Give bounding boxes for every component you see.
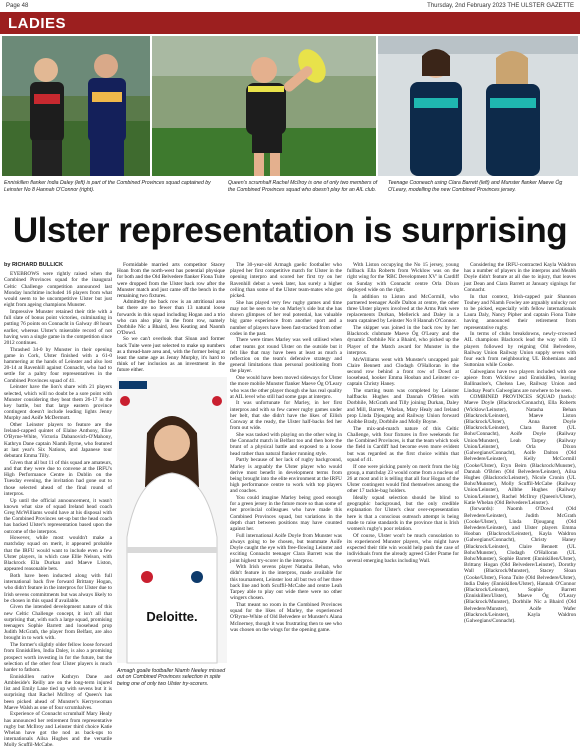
article-col-5 <box>464 262 576 728</box>
article-paragraph: McWilliams went with Munster's uncapped pair Claire Bennett and Clodagh O'Halloran in the second row behind a front row of Dowd at loosehead, hooker Emma Hooban and Leinster co-captain Christy Haney. <box>347 356 459 388</box>
article-paragraph: The starting team was completed by Leinster halfbacks Hughes and Dannah O'Brien with Dorbhile, McGrath and Tilly joining Durkan, Daley and Mill, Barrett, Whelan, Mary Healy and Ireland prop Linda Djougang and Railway Union forward Aoibhe Brady, Dorbhile and Molly Boyne. <box>347 388 459 426</box>
article-paragraph: Considering the IRFU-contracted Kayla Waldron has a number of players in the interpros and Meabh Doyle didn't feature at all due to injury, that leaves just Dean and Ciara Barrett at January signings for Connacht. <box>464 262 576 293</box>
section-bar <box>0 12 580 34</box>
caption-photo1: Enniskillen flanker India Daley (left) is part of the Combined Provinces squad captained by Leinster No 8 Hannah O'Connor (right). <box>4 180 211 193</box>
page-number: Page 48 <box>6 3 29 9</box>
section-title: LADIES <box>8 14 67 32</box>
photo-strip <box>0 36 580 182</box>
article-paragraph: Up until the official announcement, it wasn't known what size of squad Ireland head coach Greg McWilliams would have at his disposal with the Combined Provinces set-up but the head coach has backed Ulster's representation based upon the outcome of the interpros. <box>4 497 112 535</box>
article-paragraph: Partly because of her lack of rugby background, Marley is arguably the Ulster player who would derive most benefit in development terms from being brought into the elite environment at the IRFU high performance centre to work with top players and coaches. <box>230 457 342 495</box>
article-paragraph: In addition to Liston and McCormill, who partnered teenager Aoife Dalton at centre, the other three Ulster players involved at the Arms Park were replacements Durkan, Mellerick and Daley in a team captained by Leinster No 8 Hannah O'Connor. <box>347 293 459 325</box>
article-paragraph: Full international Aoife Doyle from Munster was always going to be chosen, but teammate Aoife Doyle caught the eye with free-flowing Leinster and exciting Connacht teenager Clara Barrett was the joint highest try-scorer in the interpros. <box>230 532 342 564</box>
article-paragraph: The former's slightly older fellow loose forward from Enniskillen, India Daley, is also a promising prospect worth investing in for the future, but the selection of the other four Ulster players is much harder to fathom. <box>4 642 112 673</box>
article-paragraph: Other Leinster players to feature are the Ireland-capped quintet of Elaine Anthony, Elise O'Byrne-White, Victoria Dabanovich-O'Mahony, Kathryn Dane captain Niamh Byrne, who featured at last year's Six Nations, and Japanese tour debutant Emma Tilly. <box>4 422 112 460</box>
col5-paragraphs <box>464 262 576 624</box>
article-paragraph: In terms of clubs breakdowns, newly-crowned AIL champions Blackrock lead the way with 13 players followed by reigning Old Belvedere, Railway Union Railway Union supply seven with four each from neighbouring UL Bohemians and Suttonian while Cooke. <box>464 331 576 369</box>
date-line: Thursday, 2nd February 2023 THE ULSTER GAZETTE <box>427 3 574 9</box>
article-paragraph: Ideally squad selection should be blind to geographic background, but the only credible explanation for Ulster's clear over-representation here is that a conscious outreach attempt is being made to raise standards in the province that is Irish women's rugby's poor relation. <box>347 495 459 533</box>
photo-captions <box>0 180 580 204</box>
article-paragraph: There were times Marley was well utilised when other teams got round Ulster on the outside but it felt like that may have been at least as much a reflection on the team's defensive strategy and general limitations than personal positioning from the player. <box>230 337 342 375</box>
article-paragraph: Given that all but 11 of this squad are amateurs, and that they were due to convene at the IRFU's High Performance Centre in Dublin on the Tuesday evening, the invitation had gone out to those selected ahead of the final round of interpros. <box>4 459 112 497</box>
article-paragraph: COMBINED PROVINCES SQUAD (backs): Maeve Doyle (Blackrock/Connacht), Ella Roberts (Wicklow/Leinster), Natasha Behan (Blackrock/Leinster), Maeve Liston (Blackrock/Ulster), Anna Doyle (Blackrock/Leinster), Clara Barrett (UL Bohs/Connacht), Aoife Doyle (Railway Union/Munster), Leah Tarpey (Railway Union/Leinster), Orla Dixon (Galwegians/Connacht), Aoife Dalton (Old Belvedere/Leinster), Kelly McCormill (Cooke/Ulster), Eryn Beirn (Blackrock/Munster), Dannah O'Brien (Old Belvedere/Leinster), Ailsa Hughes (Blackrock/Leinster), Nicole Cronin (UL Bohs/Munster), Molly Scuffil-McCabe (Railway Union/Leinster), Ailbhe Hughes (Railway Union/Leinster), Rachel McIlroy (Queen's/Ulster), Katie Whelan (Old Belvedere/Leinster). <box>464 394 576 506</box>
article-paragraph: Formidable married arts competitor Stacey Hoan from the north-west has potential physique for both and the Old Belvedere flanker Fiona Tuite were dropped from the Ulster back row after the Munster match and just came off the bench in the remaining two fixtures. <box>117 262 225 300</box>
article-col-1 <box>4 262 112 749</box>
article-paragraph: She was tasked with playing on the other wing in the Connacht match in Belfast too and then bore the brunt of a physical battle and exposed to a loose head rather than natural flanker running style. <box>230 431 342 457</box>
article-paragraph: The mix-and-match nature of this Celtic Challenge, with four fixtures in five weekends for the Combined Provinces, is that the team which took the field in Cardiff had become even more evident but was regarded as the first choice within that squad of 41. <box>347 425 459 463</box>
article-paragraph: It was unfortunate for Marley, in her first interpros and with so few career rugby games under her belt, that she didn't have the likes of Eilish Conway at the ready, the Ulster half-backs fed her from out wide. <box>230 400 342 432</box>
col3-paragraphs <box>230 262 342 633</box>
col2-top-paragraphs <box>117 262 225 374</box>
headline: Ulster representation is surprising <box>12 211 568 250</box>
article-paragraph: Galwegians have two players included with one apiece from Wicklow and Enniskillen, leaving Ballinasloe's, Chelsea Lee, Railway Union and Lindsay Peat's Galwegians are nowhere to be seen. <box>464 368 576 394</box>
article-paragraph: That meant no room in the Combined Provinces squad for the likes of Marley, the experienced O'Byrne-White of Old Belvedere or Munster's Alana McInerney, though it was frustrating then to see who was chosen on the wings for the opening game. <box>230 601 342 633</box>
caption-photo3: Teenage Cooneach using Clara Barrett (left) and Munster flanker Maeve Óg O'Leary, modelling the new Combined Provinces jersey. <box>388 180 563 193</box>
article-paragraph: Of course, Ulster won't be much consolation to its experienced Munster players, who might have expected their title win would help push the case of individuals from the already agreed Cider Prame for several emerging backs including Wall. <box>347 532 459 564</box>
article-paragraph: Thrashed 34-0 by Munster in their opening game in Cork, Ulster finished with a 61-0 hammering at the hands of Leinster and also lost 20-14 at Ravenhill against Connacht, who had to settle for a paltry four representatives in the Combined Provinces squad of 41. <box>4 346 112 384</box>
article-paragraph: She has played very few rugby games and time may not be seen to be on Marley's side but she has shown glimpses of her real potential, has valuable big game experience from another sport and a number of players have been fast-tracked from other codes in the past. <box>230 299 342 337</box>
inset-caption: Armagh goalie footballer Niamh Neeley missed out on Combined Provinces selection in spite being one of only two Ulster try-scorers. <box>117 668 226 687</box>
article-col-2-top <box>117 262 225 374</box>
article-paragraph: So we can't overlook that Sloan and former back Tuite were just selected to make up numbers as a thread-bare area and, with the former being at least the same age as Jenny Murphy, it's hard to think of her inclusion as an investment in the future either. <box>117 336 225 374</box>
article-paragraph: In that context, Irish-capped pair Shannon Touhey and Niamh Fowley are arguably unlucky not to be picked, especially with fellow internationals Laura Daly, Nancy Pipher and captain Fiona Tuite having announced their retirement from representative rugby. <box>464 293 576 331</box>
article-paragraph: Impressive Munster retained their title with a full slate of bonus point victories, culminating in putting 76 points on Connacht in Galway 48 hours earlier, whereas Ulster's miserable record of not having won a single game in the competition since 2012 continues. <box>4 308 112 346</box>
photo-jersey-models <box>378 36 578 176</box>
article-col-4 <box>347 262 459 728</box>
article-paragraph: Enniskillen native Kathryn Dane and Ambleside's Reilly are on the long-term injured list and Emily Lane tied up with sevens but it is surprising that Rachel McIlroy of Queen's has been picked ahead of Munster's Kerryswoman Maeve Walsh as one of four scrumhalves. <box>4 673 112 711</box>
article-paragraph: Both have been inducted along with full international back five forward Brittany Hogan, who didn't feature in the interpros for Ulster due to Irish sevens commitments but was always likely to be chosen in this squad if available. <box>4 572 112 604</box>
photo-queens-scrumhalf <box>152 36 376 176</box>
article-paragraph: Experience of Connacht scrumhalf Mary Healy has announced her retirement from representative rugby but McIlroy and Leinster third choice Katie Whelan have got the nod as back-ups to internationals Ailsa Hughes and the versatile Molly Scuffil-McCabe. <box>4 711 112 749</box>
article-paragraph: The skipper was joined in the back row by her Blackrock clubmate Maeve Óg O'Leary and the dynamic Dorbhile Nic a Bhaird, who picked up the Player of the Match award for Munster in the interpros. <box>347 325 459 356</box>
caption-photo2: Queen's scrumhalf Rachel McIlroy is one of only two members of the Combined Provinces squad who doesn't play for an AIL club. <box>228 180 378 193</box>
inset-photo-footballer <box>117 377 227 663</box>
article-col-3 <box>230 262 342 728</box>
page-header <box>0 0 580 12</box>
article-paragraph: If one were picking purely on merit from the big group, a matchday 23 would come from a nucleus of 26 at most and it is telling that all four Hogan of the Ulster contingent would find themselves among the other 17 tackle-bag holders. <box>347 463 459 495</box>
article-paragraph: With Liston occupying the No 15 jersey, young fullback Ella Roberts from Wicklow was on the right wing for the 'RBC Development XV' in Cardiff on Sunday with Connacht centre Orla Dixon deployed wide on the right. <box>347 262 459 293</box>
photo-enniskillen-players <box>2 36 150 176</box>
sponsor-logo: Deloitte. <box>146 609 198 624</box>
col4-paragraphs <box>347 262 459 564</box>
article-paragraph: Admittedly the back row is an attritional area but there are no fewer than 13 natural loose forwards in this squad including Hogan and a trio who can also play in the front row, namely Dorbhile Nic a Bhaird, Jess Keating and Naomh O'Dowd. <box>117 299 225 337</box>
article-body <box>4 262 576 749</box>
article-paragraph: (forwards): Naomh O'Dowd (Old Belvedere/Leinster), Judith McGrath (Cooke/Ulster), Linda Djougang (Old Belvedere/Leinster), and Ulster players Emma Hooban (Blackrock/Leinster), Kayla Waldron (Galwegians/Connacht), Christy Haney (Blackrock/Leinster), Claire Bennett (UL Bohs/Munster), Clodagh O'Halloran (UL Bohs/Munster), Sophie Barrett (Enniskillen/Ulster), Brittany Hogan (Old Belvedere/Leinster), Dorothy Wall (Blackrock/Munster), Stacey Sloan (Cooke/Ulster), Fiona Tuite (Old Belvedere/Ulster), India Daley (Enniskillen/Ulster), Hannah O'Connor (Blackrock/Leinster), Sophie Barrett (Enniskillen/Ulster), Maeve Óg O'Leary (Blackrock/Munster), Dorbhile Nic a Bhaird (Old Belvedere/Munster), Aoife Wafer (Blackrock/Leinster), Kayla Waldron (Galwegians/Connacht). <box>464 506 576 625</box>
article-paragraph: One would have been moved sideways for Ulster the more mobile Munster flanker Maeve Óg O'Leary who was the other player though she has real quality at AIL level who still had some gaps at interpro. <box>230 375 343 400</box>
article-paragraph: With Irish sevens player Natasha Behan, who didn't feature in the interpros, made available for this tournament, Leinster lost all but two of her three back line and both Scuffil-McCabe and centre Leah Tarpey able to play out wide there were no other wingers chosen. <box>230 564 342 602</box>
col1-paragraphs <box>4 271 112 748</box>
byline: by RICHARD BULLICK <box>4 262 63 268</box>
article-paragraph: You could imagine Marley being good enough for a green jersey in the future more so than some of her provincial colleagues who have made this Combined Provinces squad, but variations in the depth chart between positions may have counted against her. <box>230 495 342 533</box>
article-paragraph: Leinster have the lion's share with 21 players selected, which will no doubt be a sore point with Munster considering they beat them 26-17 in the key battle, but that large eastern province contingent doesn't include leading lights Jenny Murphy and Aoife McDermott. <box>4 384 112 422</box>
article-paragraph: The 30-year-old Armagh gaelic footballer who played her first competitive match for Ulster in the opening interpro and scored her first try on her Ravenhill debut a week later, has surely a higher ceiling than some of the Ulster team-mates who got picked. <box>230 262 342 300</box>
article-paragraph: EYEBROWS were rightly raised when the Combined Provinces squad for the inaugural Celtic Challenge competition announced last Monday lunchtime included 16 players from what would seem to be uncompetitive Ulster but just eight from ageing champions Munster. <box>4 271 112 309</box>
article-paragraph: However, while most wouldn't make a matchday squad on merit, it appeared probable that the IRFU would want to include even a few Ulster players, in which case Ellie Nelson, with Blackrock Ella Durkan and Maeve Liston, appeared reasonable bets. <box>4 535 112 573</box>
article-paragraph: Given the intended development nature of this new Celtic Challenge concept, it isn't all that surprising that, with such a large squad, promising teenagers Sophie Barrett and loosehead prop Judith McGrath, the player from Belfast, are also brought in to work with. <box>4 604 112 642</box>
